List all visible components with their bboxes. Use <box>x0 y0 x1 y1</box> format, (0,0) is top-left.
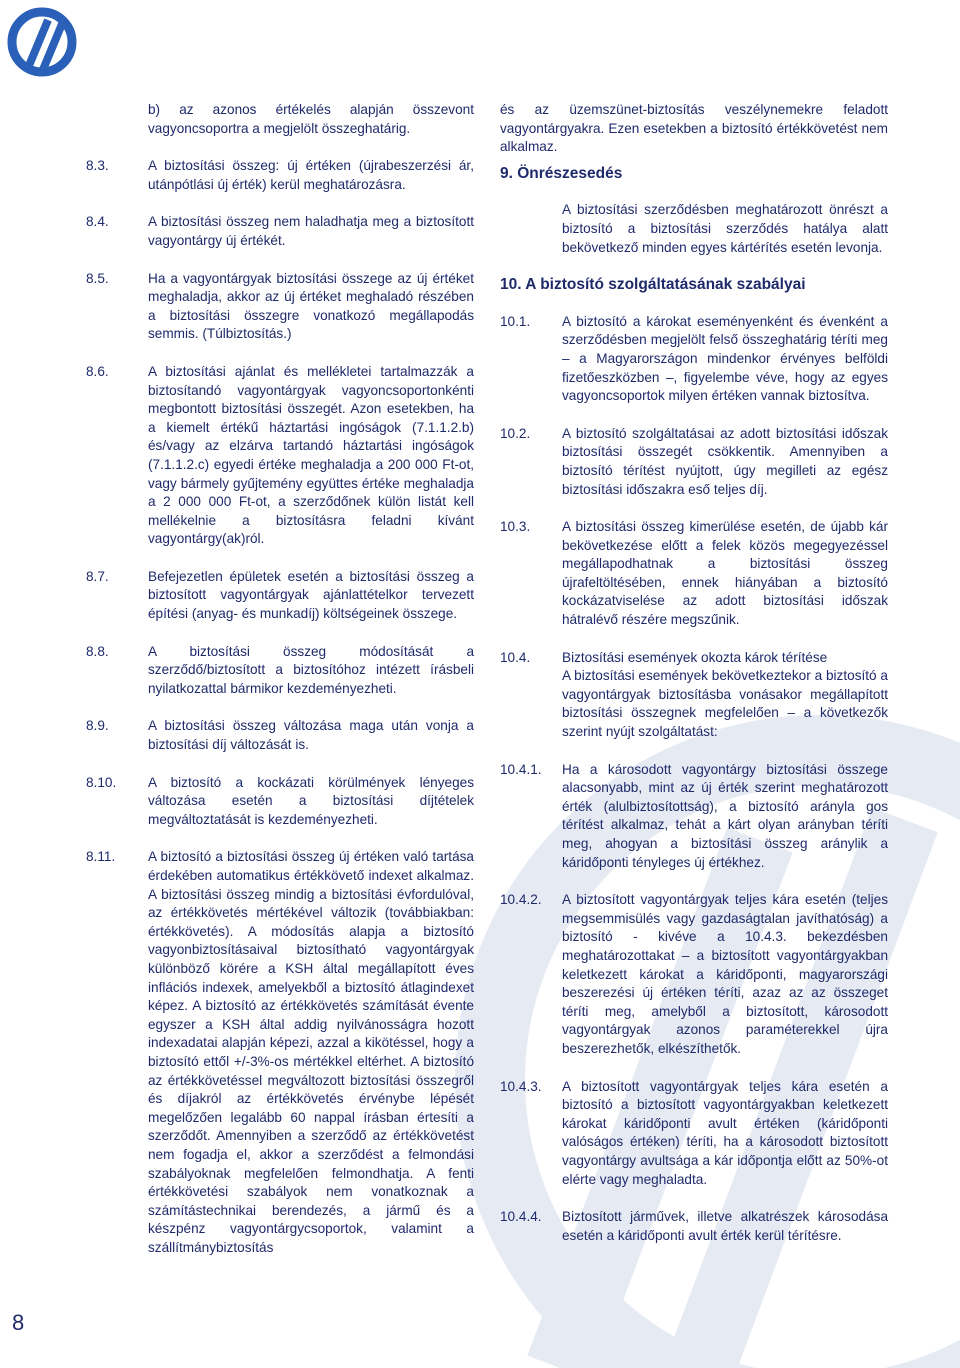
paragraph-text-block <box>562 425 888 499</box>
left-column <box>86 101 474 1276</box>
paragraph-text: A biztosító szolgáltatásai az adott biztosítási időszak biztosítási összegét csökkentik. Amennyiben a biztosító térítést nyújtott, úgy megilleti az egész biztosítási időszakra eső teljes díj. <box>562 425 888 497</box>
numbered-paragraph <box>500 1208 888 1245</box>
paragraph-text: A biztosítási összeg: új értéken (újrabeszerzési ár, utánpótlási új érték) kerül meghatározásra. <box>148 158 474 192</box>
paragraph-text-block <box>148 568 474 624</box>
section-10-heading: 10. A biztosító szolgáltatásának szabályai <box>500 276 806 294</box>
paragraph-text-block <box>148 643 474 699</box>
paragraph-text-block <box>562 1208 888 1245</box>
paragraph-text: A biztosító a károkat eseményenként és évenként a szerződésben megjelölt felső összeghatárig téríti meg – a Magyarországon mindenkor érvényes belföldi fizetőeszközben –, figyelembe véve, hogy az egyes vagyoncsoportok milyen értéken vannak biztosítva. <box>562 313 888 404</box>
paragraph-text: A biztosított vagyontárgyak teljes kára esetén (teljes megsemmisülés vagy gazdaságtalan javíthatóság) a biztosító - kivéve a 10.4.3. bekezdésben meghatározottakat – a biztosított vagyontárgyakban keletkezett károkat a káridőponti, magyarországi beszerezési új értéken téríti, azaz az az összeget téríti meg, amelyből a biztosított, károsodott vagyontárgyak azonos paraméterekkel újra beszerezhetők, elkészíthetők. <box>562 892 888 1056</box>
paragraph-text-block <box>148 157 474 194</box>
numbered-paragraph <box>500 1078 888 1190</box>
paragraph-text-block <box>148 363 474 549</box>
numbered-paragraph <box>500 425 888 499</box>
paragraph-number: 8.11. <box>86 849 116 865</box>
section-9-heading: 9. Önrészesedés <box>500 164 623 182</box>
paragraph-text: A biztosítási összeg változása maga után vonja a biztosítási díj változását is. <box>148 718 474 753</box>
page-number: 8 <box>12 1310 25 1335</box>
paragraph-title: Biztosítási események okozta károk térítése <box>562 649 828 665</box>
paragraph-number: 8.9. <box>86 718 109 734</box>
paragraph-number: 10.4.3. <box>500 1078 542 1094</box>
numbered-paragraph <box>500 891 888 1058</box>
paragraph-number: 10.3. <box>500 519 531 535</box>
company-logo-icon <box>6 6 78 78</box>
numbered-paragraph <box>86 848 474 1257</box>
numbered-paragraph <box>86 363 474 549</box>
paragraph-number: 8.4. <box>86 214 109 230</box>
paragraph-text-block <box>148 213 474 250</box>
numbered-paragraph <box>86 643 474 699</box>
paragraph-text: A biztosítási összeg kimerülése esetén, de újabb kár bekövetkezése előtt a felek közös megegyezéssel megállapodhatnak a biztosítási összeg újrafeltöltésében, ennek hiányában a biztosító kockázatviselése az adott biztosítási időszak hátralévő részére megszűnik. <box>562 519 888 628</box>
numbered-paragraph <box>500 761 888 873</box>
section-9-text: A biztosítási szerződésben meghatározott önrészt a biztosító a biztosítási szerződés hatálya alatt bekövetkező minden egyes kártérítés esetén levonja. <box>562 202 888 255</box>
paragraph-text-block <box>562 1078 888 1190</box>
paragraph-text: A biztosítási összeg módosítását a szerződő/biztosított a biztosítóhoz intézett írásbeli nyilatkozattal bármikor kezdeményezheti. <box>148 643 474 696</box>
paragraph-number: 8.3. <box>86 158 109 174</box>
paragraph-text-block <box>562 313 888 406</box>
paragraph-number: 8.10. <box>86 774 117 790</box>
paragraph-number: 8.7. <box>86 568 109 584</box>
paragraph-text-block <box>562 649 888 742</box>
paragraph-number: 10.4. <box>500 649 531 665</box>
paragraph-number: 10.4.4. <box>500 1209 542 1225</box>
paragraph-text: A biztosító a biztosítási összeg új értéken való tartása érdekében automatikus értékkövető indexet alkalmaz. A biztosítási összeg mindig a biztosítási évfordulóval, az értékkövetés mértékével változik (továbbiakban: értékkövetés). A módosítás alapja a biztosító vagyonbiztosításaival biztosítható vagyontárgyak különböző körére a KSH által megállapított éves inflációs indexek, amelyekből a biztosító átlagindexet képez. A biztosító az értékkövetés számítását évente egyszer a KSH által addig nyilvánosságra hozott indexadatai alapján képezi, azzal a kikötéssel, hogy a biztosító ettől +/-3%-os mértékkel eltérhet. A biztosító az értékkövetéssel megváltozott biztosítási összegről és díjakról az értékkövetés érvénybe lépését megelőzően legalább 60 nappal írásban értesíti a szerződőt. Amennyiben a szerződő az értékkövetést nem fogadja el, akkor a szerződést a felmondási szabályoknak megfelelően felmondhatja. A fenti értékkövetési szabályok nem vonatkoznak a számítástechnikai berendezés, a jármű és a készpénz vagyontárgycsoportok, valamint a szállítmánybiztosítás <box>148 849 474 1255</box>
paragraph-text: Befejezetlen épületek esetén a biztosítási összeg a biztosított vagyontárgyak ajánlattételkor tervezett építési (anyag- és munkadíj) költségeinek összege. <box>148 568 474 622</box>
paragraph-text: Biztosított járművek, illetve alkatrészek károsodása esetén a káridőponti avult érték kerül térítésre. <box>562 1209 888 1243</box>
numbered-paragraph <box>86 774 474 830</box>
paragraph-text-block <box>562 761 888 873</box>
paragraph-number: 8.8. <box>86 643 109 659</box>
numbered-paragraph <box>500 313 888 406</box>
paragraph-text: A biztosító a kockázati körülmények lényeges változása esetén a biztosítási díjtételek megváltoztatását is kezdeményezheti. <box>148 774 474 827</box>
right-column <box>500 101 888 1264</box>
numbered-paragraph <box>86 270 474 344</box>
paragraph-number: 10.4.2. <box>500 892 542 908</box>
paragraph-text-block <box>148 848 474 1257</box>
paragraph-text-block <box>148 270 474 344</box>
paragraph-text: Ha a vagyontárgyak biztosítási összege az új értéket meghaladja, akkor az új értéket meghaladó részében a biztosítási összegre vonatkozó megállapodás semmis. (Túlbiztosítás.) <box>148 270 474 342</box>
paragraph-text-block <box>562 518 888 630</box>
paragraph-text-block <box>148 774 474 830</box>
paragraph-text-block <box>148 717 474 754</box>
numbered-paragraph <box>86 213 474 250</box>
paragraph-text: Ha a károsodott vagyontárgy biztosítási összege alacsonyabb, mint az új érték szerint meghatározott érték (alulbiztosítottság), a biztosító arányla gos térítést alkalmaz, tehát a kárt olyan arányban téríti meg, ahogyan a biztosítási összeg aránylik a káridőponti tényleges új értékhez. <box>562 761 888 870</box>
paragraph-text-block <box>562 891 888 1058</box>
paragraph-number: 10.2. <box>500 425 531 441</box>
numbered-paragraph <box>86 157 474 194</box>
numbered-paragraph <box>500 518 888 630</box>
paragraph-number: 10.4.1. <box>500 761 542 777</box>
paragraph-number: 8.6. <box>86 363 109 379</box>
paragraph-text: A biztosítási ajánlat és mellékletei tartalmazzák a biztosítandó vagyontárgyak vagyoncsoportonkénti megbontott biztosítási összegét. Azon esetekben, ha a kiemelt értékű háztartási ingóságok (7.1.1.2.b) és/vagy az elzárva tartandó háztartási ingóságok (7.1.1.2.c) egyedi értéke meghaladja a 200 000 Ft-ot, vagy bármely gyűjtemény együttes értéke meghaladja a 2 000 000 Ft-ot, a szerződőnek külön listát kell mellékelnie a biztosításra feladni kívánt vagyontárgy(ak)ról. <box>148 363 474 547</box>
paragraph-text: A biztosítási események bekövetkeztekor a biztosító a vagyontárgyak biztosításba vonásakor megállapított biztosítási összegnek megfelelően – a következők szerint nyújt szolgáltatást: <box>562 668 888 740</box>
intro-paragraph: b) az azonos értékelés alapján összevont vagyoncsoportra a megjelölt összeghatárig. <box>148 102 474 136</box>
paragraph-text: A biztosítási összeg nem haladhatja meg a biztosított vagyontárgy új értékét. <box>148 214 474 248</box>
numbered-paragraph <box>86 717 474 754</box>
numbered-paragraph <box>500 649 888 742</box>
paragraph-number: 10.1. <box>500 313 531 329</box>
numbered-paragraph <box>86 568 474 624</box>
paragraph-number: 8.5. <box>86 270 109 286</box>
continuation-paragraph: és az üzemszünet-biztosítás veszélynemekre feladott vagyontárgyakra. Ezen esetekben a biztosító értékkövetést nem alkalmaz. <box>500 102 888 155</box>
paragraph-text: A biztosított vagyontárgyak teljes kára esetén a biztosító a biztosított vagyontárgyakban keletkezett károkat káridőponti avult értéken (káridőponti valóságos értéken) téríti, ha a károsodott biztosított vagyontárgy avultsága a kár időpontja előtt az 50%-ot elérte vagy meghaladta. <box>562 1078 888 1187</box>
